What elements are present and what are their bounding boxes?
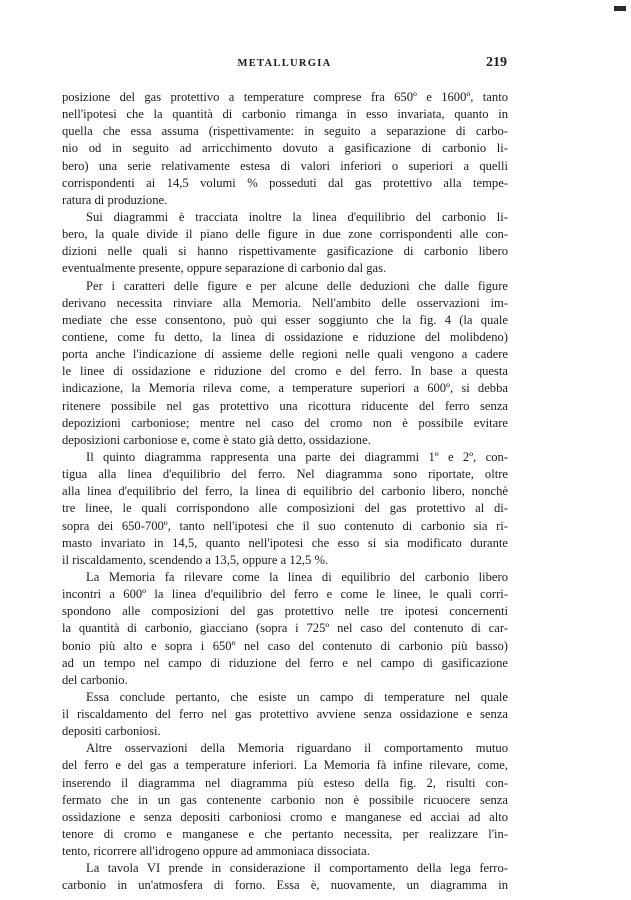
text-line: deposizioni carboniose e, come è stato già detto, ossidazione. [62, 432, 371, 447]
text-line: corrispondenti ai 14,5 volumi % posseduti dal gas protettivo alla tempe- [62, 175, 508, 190]
page-number: 219 [486, 55, 507, 70]
text-line: La tavola VI prende in considerazione il comportamento della lega ferro- [86, 861, 508, 876]
text-line: bonio più alto e sopra i 650º nel caso del contenuto di carbonio più basso) [62, 638, 508, 653]
text-line: tre linee, le quali corrispondono alle composizioni del gas protettivo al di- [62, 501, 508, 516]
text-line: derivano necessita rinviare alla Memoria. Nell'ambito delle osservazioni im- [62, 295, 508, 310]
text-line: depositi carboniosi. [62, 724, 161, 739]
text-line: tigua alla linea d'equilibrio del ferro. Nel diagramma sono riportate, oltre [62, 467, 508, 482]
text-line: carbonio in un'atmosfera di forno. Essa è, nuovamente, un diagramma in [62, 878, 508, 893]
text-line: masto invariato in 14,5, quanto nell'ipotesi che esso si sia modificato durante [62, 535, 508, 550]
text-line: ritenere possibile nel gas protettivo una ricottura riducente del ferro senza [62, 398, 508, 413]
body-text [62, 89, 508, 895]
text-line: bero, la quale divide il piano delle figure in due zone corrispondenti alle con- [62, 227, 508, 242]
text-line: contiene, come fu detto, la linea di ossidazione e riduzione del molibdeno) [62, 329, 508, 344]
text-line: Per i caratteri delle figure e per alcune delle deduzioni che dalle figure [86, 278, 508, 293]
text-line: del ferro e del gas a temperature inferiori. La Memoria fà infine rilevare, come, [62, 758, 508, 773]
text-line: il riscaldamento del ferro nel gas protettivo avviene senza ossidazione e senza [62, 707, 508, 722]
text-line: bero) una serie relativamente estesa di valori inferiori o superiori a quelli [62, 158, 508, 173]
text-line: nio od in seguito ad arricchimento dovuto a gasificazione di carbonio li- [62, 141, 508, 156]
text-line: le linee di ossidazione e riduzione del cromo e del ferro. In base a questa [62, 364, 508, 379]
text-line: ossidazione e senza depositi carboniosi cromo e manganese ed acciai ad alto [62, 809, 508, 824]
text-line: quella che essa assuma (rispettivamente: in seguito a separazione di carbo- [62, 124, 508, 139]
text-line: tenore di cromo e manganese e che pertanto necessita, per realizzare l'in- [62, 827, 508, 842]
text-line: porta anche l'indicazione di assieme delle regioni nelle quali vengono a cadere [62, 347, 508, 362]
text-line: dizioni nelle quali si hanno rispettivamente gasificazione di carbonio libero [62, 244, 508, 259]
text-line: ad un tempo nel campo di riduzione del ferro e nel campo di gasificazione [62, 655, 508, 670]
text-line: mediate che esse consentono, può qui esser soggiunto che la fig. 4 (la quale [62, 312, 508, 327]
text-line: fermato che in un gas contenente carbonio non è possibile ricuocere senza [62, 792, 508, 807]
text-line: ratura di produzione. [62, 192, 168, 207]
text-line: incontri a 600º la linea d'equilibrio del ferro e come le linee, le quali corri- [62, 587, 508, 602]
text-line: Il quinto diagramma rappresenta una parte dei diagrammi 1º e 2º, con- [86, 449, 508, 464]
text-line: alla linea d'equilibrio del ferro, la linea di equilibrio del carbonio libero, nonchè [62, 484, 508, 499]
text-line: la quantità di carbonio, giacciano (sopra i 725º nel caso del contenuto di car- [62, 621, 508, 636]
text-line: tento, ricorrere all'idrogeno oppure ad ammoniaca dissociata. [62, 844, 370, 859]
text-line: Essa conclude pertanto, che esiste un campo di temperature nel quale [86, 689, 508, 704]
text-line: Altre osservazioni della Memoria riguardano il comportamento mutuo [86, 741, 508, 756]
text-line: del carbonio. [62, 672, 128, 687]
text-line: La Memoria fa rilevare come la linea di equilibrio del carbonio libero [86, 569, 508, 584]
page-edge-mark [614, 6, 626, 11]
text-line: nell'ipotesi che la quantità di carbonio rimanga in esso invariata, quanto in [62, 107, 508, 122]
text-line: depozizioni carboniose; mentre nel caso del cromo non è possibile evitare [62, 415, 508, 430]
text-line: eventualmente presente, oppure separazione di carbonio dal gas. [62, 261, 387, 276]
text-line: inserendo il diagramma nel diagramma più esteso della fig. 2, risulti con- [62, 775, 508, 790]
text-line: Sui diagrammi è tracciata inoltre la linea d'equilibrio del carbonio li- [86, 209, 508, 224]
text-line: il riscaldamento, scendendo a 13,5, oppure a 12,5 %. [62, 552, 329, 567]
running-title: METALLURGIA [237, 58, 332, 69]
page-header [62, 55, 507, 78]
text-line: sopra dei 650-700º, tanto nell'ipotesi che il suo contenuto di carbonio sia ri- [62, 518, 508, 533]
text-line: posizione del gas protettivo a temperature comprese fra 650º e 1600º, tanto [62, 90, 508, 104]
text-line: spondono alle composizioni del gas protettivo nelle tre ipotesi concernenti [62, 604, 508, 619]
text-line: indicazione, la Memoria rileva come, a temperature superiori a 600º, si debba [62, 381, 508, 396]
